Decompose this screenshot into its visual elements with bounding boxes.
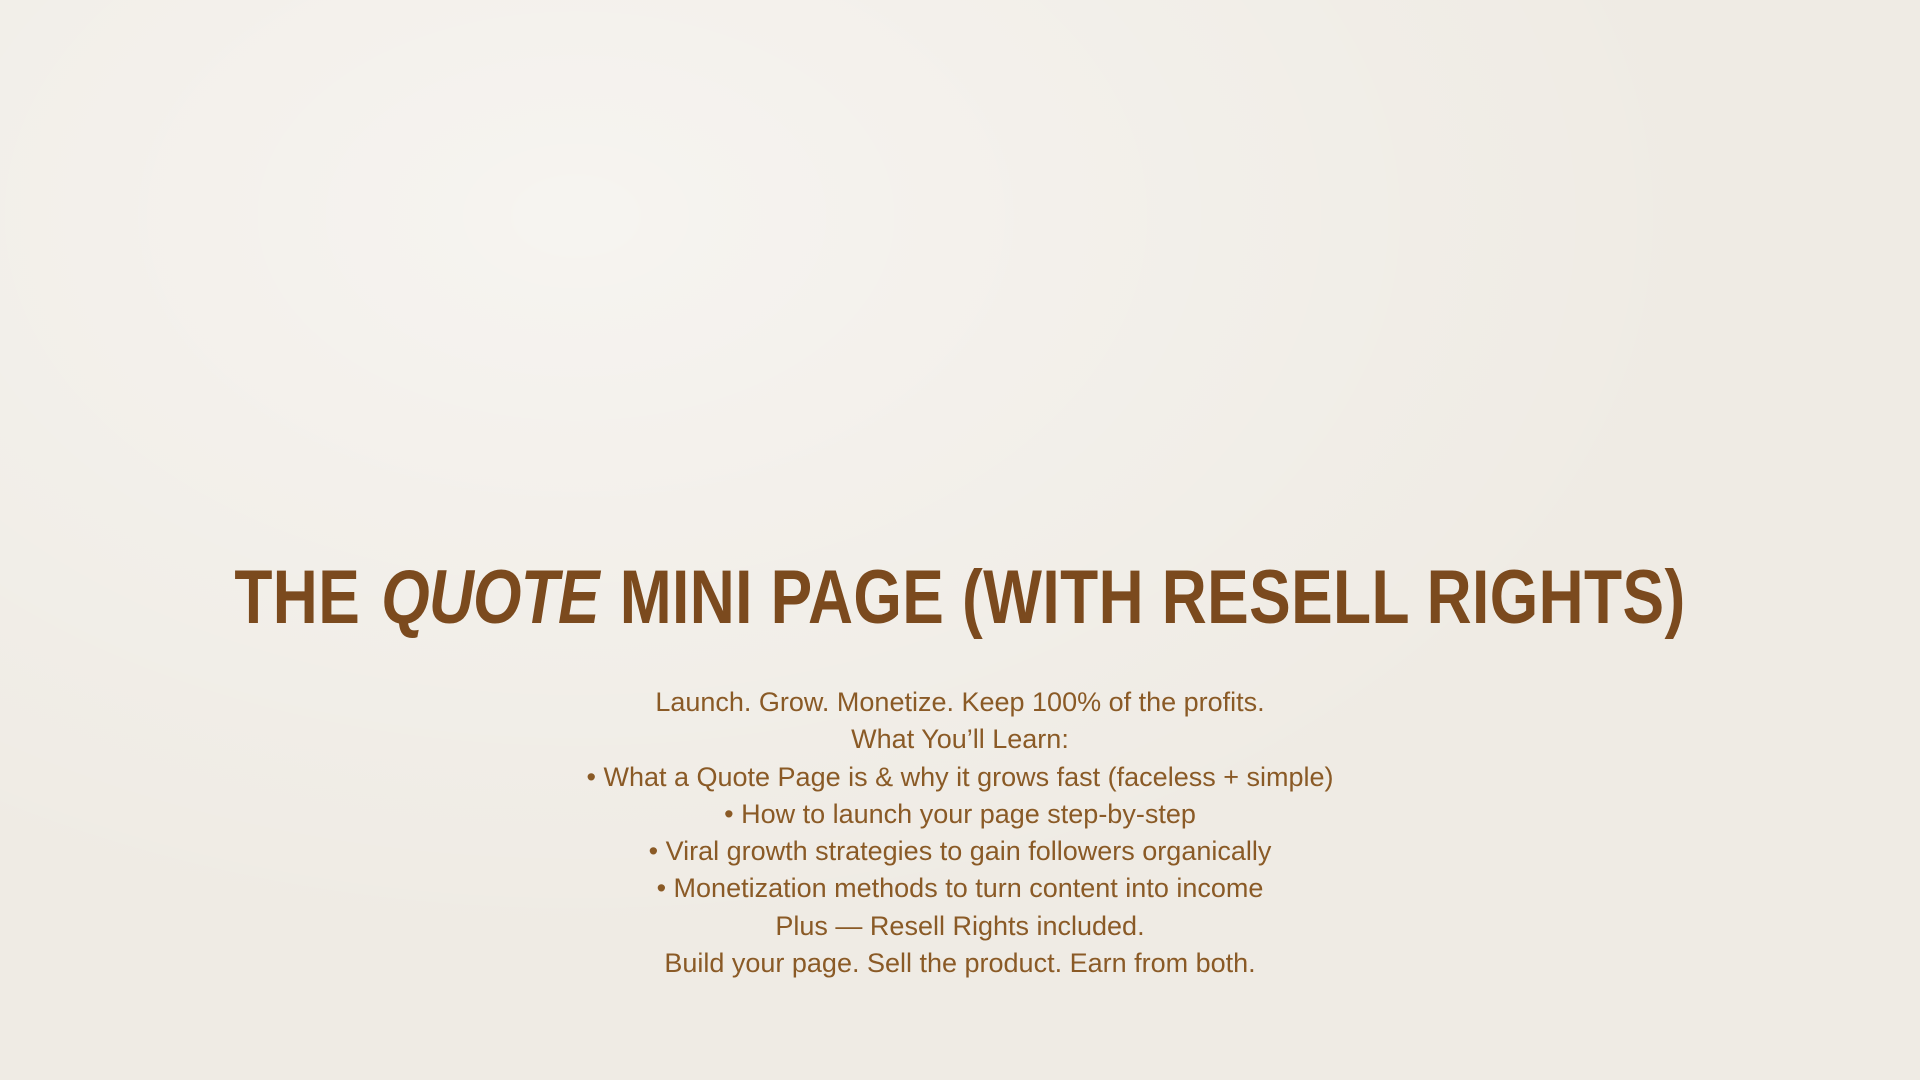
title-emphasis-word: QUOTE bbox=[381, 555, 599, 640]
title-part-one: THE bbox=[234, 555, 361, 640]
body-line: • Viral growth strategies to gain followers organically bbox=[648, 836, 1272, 866]
body-line: • What a Quote Page is & why it grows fast (faceless + simple) bbox=[586, 761, 1334, 792]
page-title bbox=[173, 555, 1747, 640]
body-line: • How to launch your page step-by-step bbox=[724, 798, 1196, 829]
body-copy bbox=[0, 684, 1920, 982]
body-line: What You’ll Learn: bbox=[851, 724, 1069, 755]
title-part-two: MINI PAGE (WITH RESELL RIGHTS) bbox=[619, 555, 1686, 640]
body-line: Plus — Resell Rights included. bbox=[775, 910, 1145, 941]
body-line: • Monetization methods to turn content into income bbox=[656, 873, 1264, 904]
body-line: Build your page. Sell the product. Earn from both. bbox=[664, 947, 1256, 978]
content-block bbox=[0, 555, 1920, 982]
body-line: Launch. Grow. Monetize. Keep 100% of the profits. bbox=[655, 687, 1265, 717]
